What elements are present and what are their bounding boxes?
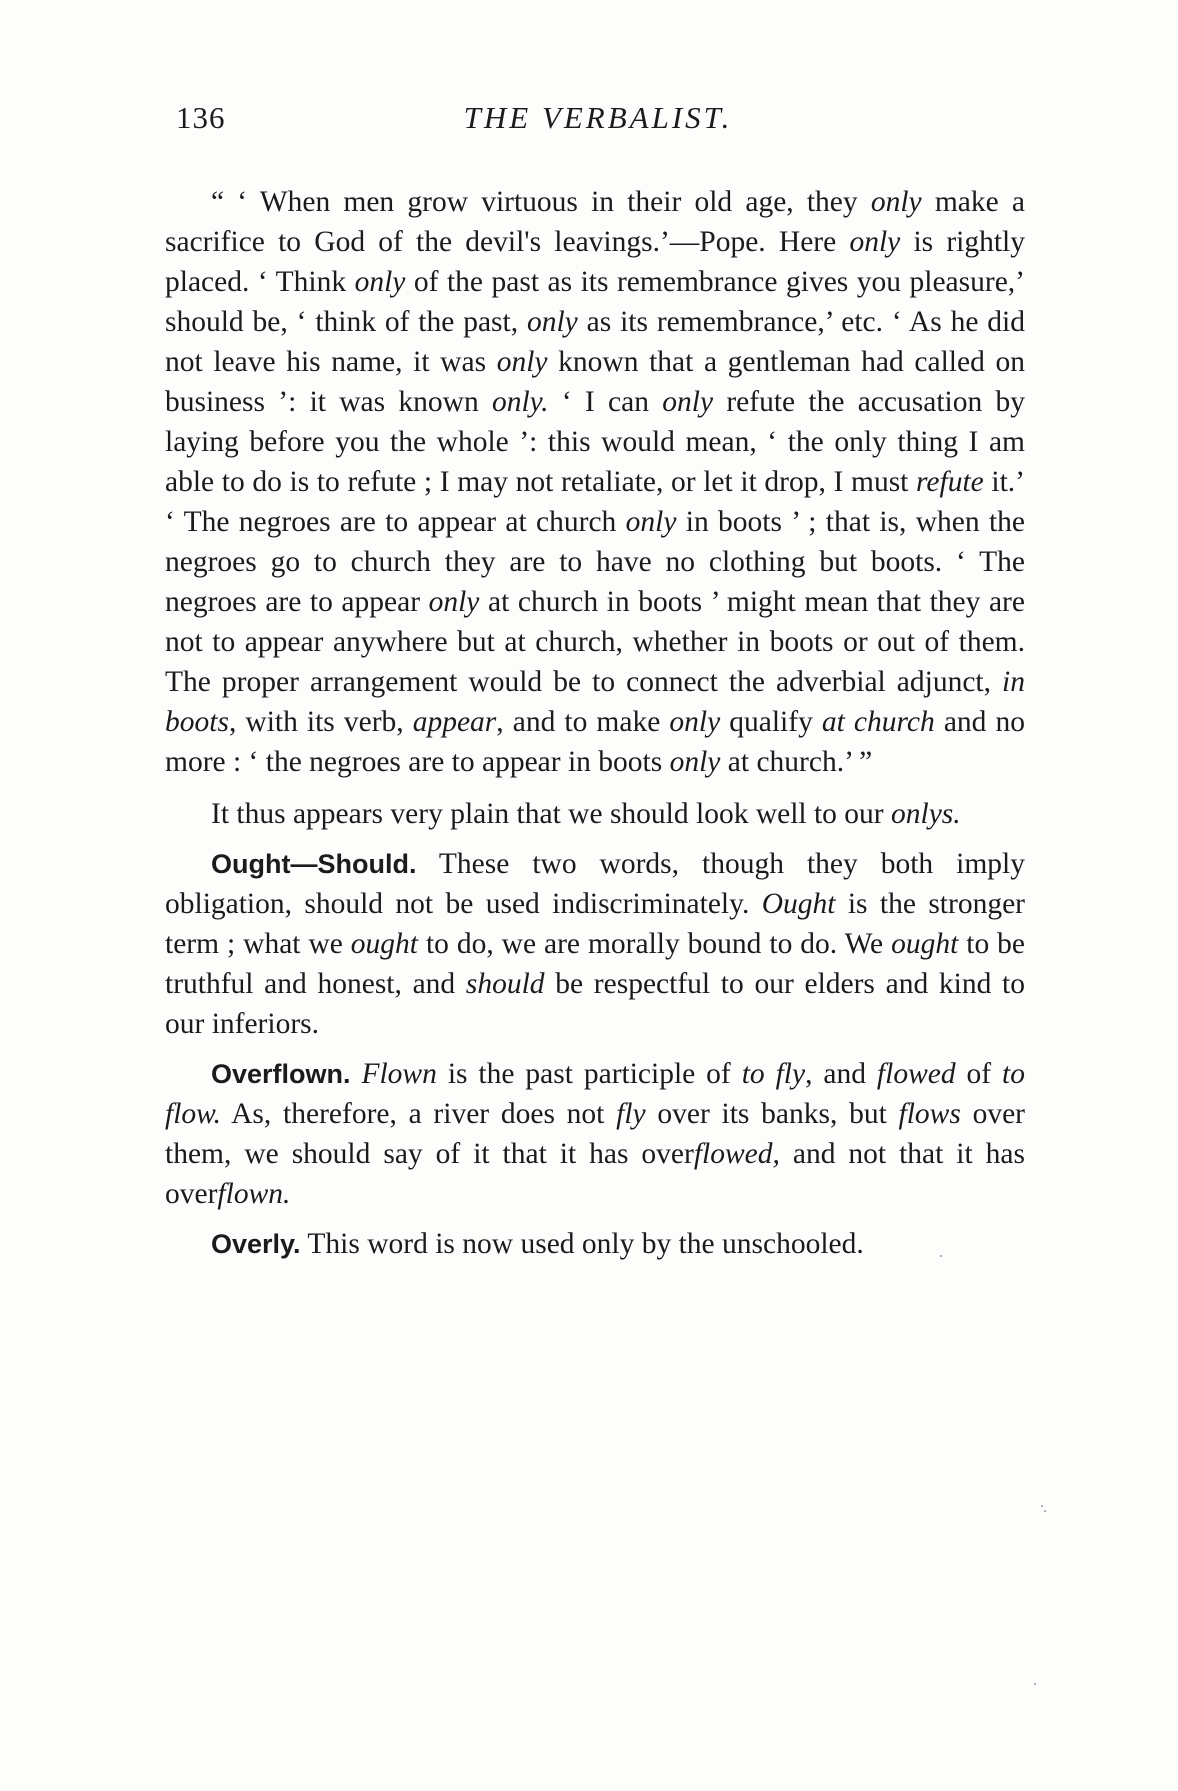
text-run: is rightly placed. ‘ Think (165, 226, 1025, 298)
text-run: be respectful to our elders and kind to our inferiors. (165, 968, 1025, 1040)
emphasis: onlys. (891, 798, 961, 830)
paper-speck (1041, 1505, 1043, 1507)
quotation-paragraph (165, 182, 1025, 782)
conclusion-paragraph (165, 794, 1025, 834)
emphasis: to flow. (165, 1058, 1025, 1130)
emphasis: ought (350, 928, 418, 960)
text-run: , and (805, 1058, 877, 1090)
emphasis: only (662, 386, 714, 418)
emphasis: only (496, 346, 548, 378)
emphasis: ought (891, 928, 959, 960)
text-run: of the past as its remembrance gives you pleasure,’ should be, ‘ think of the past, (165, 266, 1025, 338)
running-title: THE VERBALIST. (463, 100, 733, 135)
text-run: is the stronger term ; what we (165, 888, 1025, 960)
paper-speck (1044, 1510, 1046, 1512)
emphasis: fly (616, 1098, 646, 1130)
emphasis: Flown (361, 1058, 437, 1090)
text-run: , and to make (496, 706, 670, 738)
emphasis: only (669, 746, 721, 778)
emphasis: only (428, 586, 480, 618)
text-run: “ ‘ When men grow virtuous in their old age, they (211, 186, 871, 218)
text-run: These two words, though they both imply obligation, should not be used indiscriminately. (165, 848, 1025, 920)
text-run: make a sacrifice to God of the devil's leavings.’—Pope. Here (165, 186, 1025, 258)
emphasis: flown. (217, 1178, 291, 1210)
text-run: in boots ’ ; that is, when the negroes go to church they are to have no clothing but boots. ‘ The negroes are to appear (165, 506, 1025, 618)
emphasis: only (354, 266, 406, 298)
text-run: at church.’ ” (720, 746, 873, 778)
text-run: as its remembrance,’ etc. ‘ As he did not leave his name, it was (165, 306, 1025, 378)
text-run: is the past participle of (436, 1058, 742, 1090)
emphasis: Ought (761, 888, 836, 920)
emphasis: only (870, 186, 922, 218)
emphasis: in boots (165, 666, 1025, 738)
paper-speck (940, 1255, 942, 1257)
text-run: at church in boots ’ might mean that they are not to appear anywhere but at church, whether in boots or out of them. The proper arrangement would be to connect the adverbial adjunct, (165, 586, 1025, 698)
emphasis: to fly (741, 1058, 806, 1090)
emphasis: only (526, 306, 578, 338)
emphasis: refute (916, 466, 984, 498)
page-header (168, 100, 1028, 150)
text-run: it.’ ‘ The negroes are to appear at church (165, 466, 1025, 538)
entry-heading: Ought—Should. (211, 849, 417, 879)
emphasis: should (465, 968, 545, 1000)
text-run: and not that it has over (165, 1138, 1025, 1210)
text-run: This word is now used only by the unschooled. (300, 1228, 864, 1260)
emphasis: flows (898, 1098, 961, 1130)
page-body (165, 182, 1025, 1274)
text-run: , with its verb, (228, 706, 413, 738)
text-run (351, 1058, 362, 1090)
page-number: 136 (176, 100, 226, 135)
entry-heading: Overflown. (211, 1059, 351, 1089)
emphasis: at church (821, 706, 935, 738)
text-run: refute the accusation by laying before you the whole ’: this would mean, ‘ the only thing I am able to do is to refute ; I may not retaliate, or let it drop, I must (165, 386, 1025, 498)
text-run: and no more : ‘ the negroes are to appear in boots (165, 706, 1025, 778)
text-run: As, therefore, a river does not (221, 1098, 617, 1130)
text-run: to be truthful and honest, and (165, 928, 1025, 1000)
entry-ought-should (165, 844, 1025, 1044)
emphasis: appear (412, 706, 497, 738)
emphasis: flowed (876, 1058, 956, 1090)
text-run: of (955, 1058, 1003, 1090)
text-run: over its banks, but (645, 1098, 899, 1130)
text-run: known that a gentleman had called on business ’: it was known (165, 346, 1025, 418)
text-run: qualify (720, 706, 822, 738)
emphasis: only (625, 506, 677, 538)
entry-overly (165, 1224, 1025, 1264)
emphasis: flowed, (693, 1138, 780, 1170)
emphasis: only (849, 226, 901, 258)
paper-speck (1034, 1683, 1036, 1685)
entry-heading: Overly. (211, 1229, 301, 1259)
entry-overflown (165, 1054, 1025, 1214)
text-run: to do, we are morally bound to do. We (418, 928, 892, 960)
text-run: It thus appears very plain that we should look well to our (211, 798, 891, 830)
text-run: over them, we should say of it that it has over (165, 1098, 1026, 1170)
text-run: ‘ I can (548, 386, 663, 418)
emphasis: only. (491, 386, 549, 418)
emphasis: only (669, 706, 721, 738)
